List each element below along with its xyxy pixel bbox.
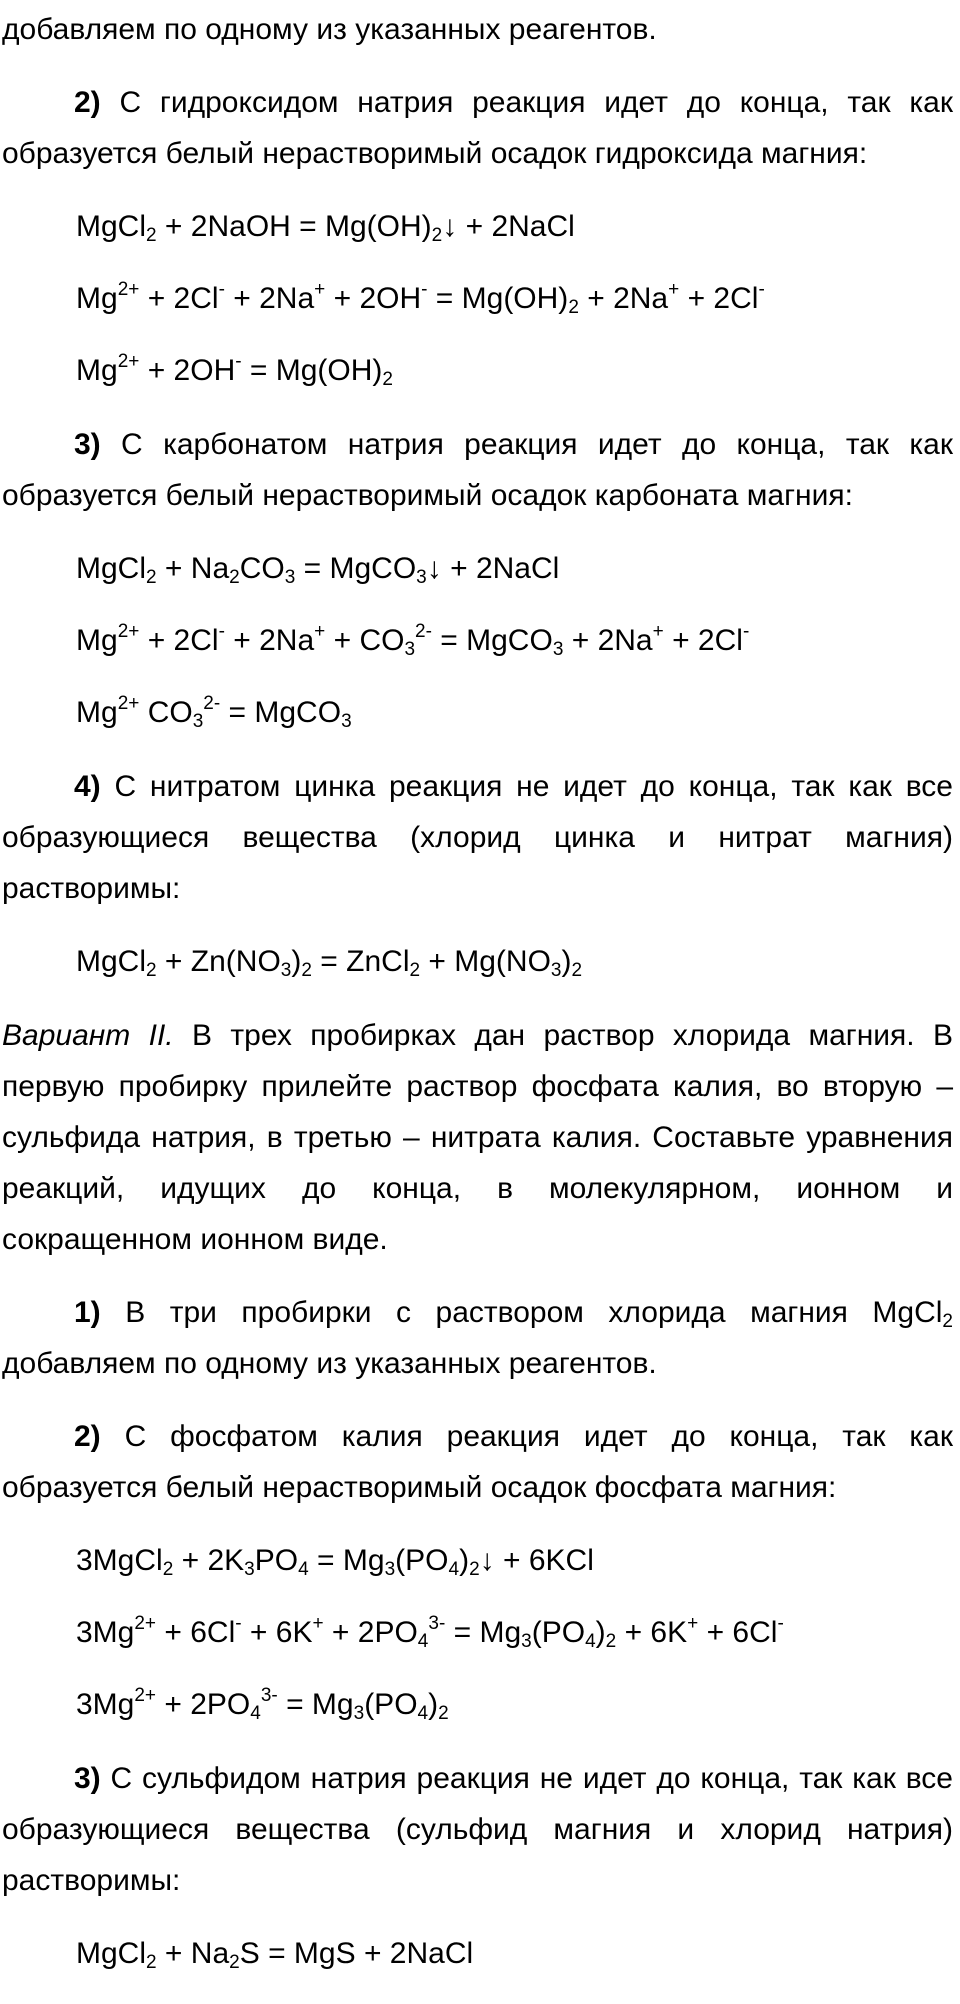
subscript: 2 <box>431 225 443 246</box>
formula-text: + Na <box>156 1937 230 1970</box>
formula-text: Mg <box>76 282 118 315</box>
formula-text: + 6K <box>241 1616 313 1649</box>
superscript: 2+ <box>117 279 140 300</box>
formula-text: + 2NaOH = Mg(OH) <box>156 210 432 243</box>
subscript: 3 <box>244 1559 255 1580</box>
formula-text: + Na <box>156 552 230 585</box>
paragraph-naoh-reaction <box>2 77 953 179</box>
formula-text: S = MgS + 2NaCl <box>239 1937 474 1970</box>
superscript: - <box>218 621 225 642</box>
superscript: - <box>421 279 428 300</box>
paragraph-three-tubes <box>2 1287 953 1389</box>
superscript: 2+ <box>117 693 140 714</box>
subscript: 3 <box>404 639 416 660</box>
paragraph-text: В трех пробирках дан раствор хлорида магния. В первую пробирку прилейте раствор фосфата калия, во вторую – сульфида натрия, в третью – нитрата калия. Составьте уравнения реакций, идущих до конца, в молекулярном, ионном и сокращенном ионном виде. <box>2 1019 953 1256</box>
formula-text: + 2Na <box>563 624 653 657</box>
subscript: 2 <box>409 960 421 981</box>
formula-text: MgCl <box>76 1937 147 1970</box>
formula-text: ) <box>595 1616 606 1649</box>
paragraph-variant-2-task <box>2 1010 953 1265</box>
equation-naoh-2 <box>2 263 953 335</box>
formula-text: (PO <box>395 1544 449 1577</box>
superscript: 3- <box>260 1685 278 1706</box>
paragraph-intro-continuation <box>2 4 953 55</box>
formula-text: + 2K <box>173 1544 245 1577</box>
subscript: 2 <box>571 960 583 981</box>
superscript: 2+ <box>117 351 140 372</box>
formula-text: ) <box>561 945 572 978</box>
formula-text: + 2Cl <box>679 282 759 315</box>
superscript: + <box>314 279 326 300</box>
formula-text: CO <box>239 552 285 585</box>
paragraph-text: С нитратом цинка реакция не идет до конца, так как все образующиеся вещества (хлорид цинка и нитрат магния) растворимы: <box>2 770 953 905</box>
superscript: 2+ <box>134 1685 157 1706</box>
formula-text: ↓ + 6KCl <box>479 1544 594 1577</box>
superscript: - <box>777 1613 784 1634</box>
subscript: 2 <box>382 369 393 390</box>
formula-text: = MgCO <box>220 696 342 729</box>
paragraph-k3po4-reaction <box>2 1411 953 1513</box>
formula-text: + 2OH <box>325 282 422 315</box>
formula-text: = Mg <box>277 1688 354 1721</box>
subscript: 2 <box>942 1311 953 1332</box>
formula-text: ) <box>291 945 302 978</box>
equation-na2s-1 <box>2 1918 953 1990</box>
formula-text: CO <box>139 696 193 729</box>
subscript: 3 <box>550 960 562 981</box>
formula-text: Mg <box>76 354 118 387</box>
superscript: + <box>652 621 664 642</box>
document-page <box>0 4 960 2004</box>
subscript: 2 <box>301 960 312 981</box>
subscript: 3 <box>552 639 564 660</box>
paragraph-na2co3-reaction <box>2 419 953 521</box>
formula-text: + 2Na <box>578 282 669 315</box>
equations-na2s <box>2 1918 953 1990</box>
superscript: 2- <box>203 693 221 714</box>
subscript: 4 <box>448 1559 460 1580</box>
formula-text: + 2Na <box>224 624 315 657</box>
subscript: 2 <box>146 1952 157 1973</box>
superscript: 2+ <box>134 1613 157 1634</box>
subscript: 2 <box>146 225 157 246</box>
paragraph-text: С гидроксидом натрия реакция идет до конца, так как образуется белый нерастворимый осадок гидроксида магния: <box>2 86 953 170</box>
equations-k3po4 <box>2 1525 953 1741</box>
formula-text: + 2Cl <box>139 624 219 657</box>
subscript: 4 <box>250 1703 261 1724</box>
formula-text: + 6K <box>616 1616 688 1649</box>
superscript: - <box>235 351 242 372</box>
equation-na2co3-2 <box>2 605 953 677</box>
formula-text: MgCl <box>76 552 147 585</box>
formula-text: + CO <box>325 624 405 657</box>
formula-text: = MgCO <box>431 624 553 657</box>
subscript: 2 <box>438 1703 449 1724</box>
formula-text: = Mg(OH) <box>427 282 569 315</box>
formula-text: + 2PO <box>323 1616 418 1649</box>
formula-text: + 2Na <box>224 282 315 315</box>
formula-text: MgCl <box>76 945 147 978</box>
subscript: 2 <box>146 567 157 588</box>
item-number: 2) <box>74 1420 101 1453</box>
formula-text: + 6Cl <box>698 1616 778 1649</box>
subscript: 2 <box>162 1559 174 1580</box>
equations-zn-nitrate <box>2 926 953 998</box>
formula-text: + 2OH <box>139 354 236 387</box>
superscript: - <box>742 621 750 642</box>
formula-text: = Mg <box>308 1544 385 1577</box>
superscript: - <box>758 279 765 300</box>
equation-na2co3-1 <box>2 533 953 605</box>
superscript: + <box>314 621 326 642</box>
subscript: 3 <box>353 1703 365 1724</box>
equation-naoh-3 <box>2 335 953 407</box>
subscript: 3 <box>192 711 204 732</box>
item-number: 4) <box>74 770 101 803</box>
superscript: 2- <box>415 621 432 642</box>
subscript: 3 <box>280 960 292 981</box>
formula-text: ) <box>428 1688 439 1721</box>
subscript: 2 <box>469 1559 480 1580</box>
superscript: - <box>218 279 225 300</box>
paragraph-text: С фосфатом калия реакция идет до конца, так как образуется белый нерастворимый осадок фосфата магния: <box>2 1420 953 1504</box>
subscript: 3 <box>284 567 296 588</box>
item-number: 2) <box>74 86 101 119</box>
formula-text: + 2Cl <box>663 624 743 657</box>
formula-text: 3Mg <box>76 1616 135 1649</box>
formula-text: = ZnCl <box>311 945 410 978</box>
subscript: 3 <box>416 567 427 588</box>
superscript: 3- <box>428 1613 446 1634</box>
equation-zn-1 <box>2 926 953 998</box>
subscript: 2 <box>229 1952 240 1973</box>
superscript: + <box>312 1613 324 1634</box>
formula-text: 3Mg <box>76 1688 135 1721</box>
paragraph-na2s-reaction <box>2 1753 953 1906</box>
paragraph-zn-nitrate-reaction <box>2 761 953 914</box>
equations-naoh <box>2 191 953 407</box>
formula-text: + 2Cl <box>139 282 219 315</box>
formula-text: + Mg(NO <box>420 945 551 978</box>
paragraph-text-cont: добавляем по одному из указанных реагентов. <box>2 1347 657 1380</box>
formula-text: = Mg <box>445 1616 522 1649</box>
subscript: 2 <box>146 960 157 981</box>
formula-text: ↓ + 2NaCl <box>426 552 560 585</box>
item-number: 3) <box>74 1762 101 1795</box>
superscript: - <box>235 1613 242 1634</box>
formula-text: + Zn(NO <box>156 945 281 978</box>
equation-k3po4-1 <box>2 1525 953 1597</box>
subscript: 3 <box>521 1631 532 1652</box>
subscript: 2 <box>229 567 240 588</box>
subscript: 4 <box>585 1631 596 1652</box>
equations-na2co3 <box>2 533 953 749</box>
formula-text: Mg <box>76 696 118 729</box>
superscript: 2+ <box>117 621 140 642</box>
formula-text: = Mg(OH) <box>241 354 383 387</box>
formula-text: = MgCO <box>295 552 417 585</box>
formula-text: + 6Cl <box>156 1616 236 1649</box>
formula-text: ↓ + 2NaCl <box>442 210 575 243</box>
formula-text: 3MgCl <box>76 1544 163 1577</box>
formula-text: (PO <box>364 1688 418 1721</box>
paragraph-text: В три пробирки с раствором хлорида магния MgCl <box>100 1296 943 1329</box>
equation-k3po4-3 <box>2 1669 953 1741</box>
subscript: 4 <box>298 1559 309 1580</box>
paragraph-text: С сульфидом натрия реакция не идет до конца, так как все образующиеся вещества (сульфид магния и хлорид натрия) растворимы: <box>2 1762 953 1897</box>
equation-naoh-1 <box>2 191 953 263</box>
formula-text: MgCl <box>76 210 147 243</box>
formula-text: (PO <box>531 1616 586 1649</box>
superscript: + <box>668 279 680 300</box>
formula-text: + 2PO <box>156 1688 251 1721</box>
formula-text: ) <box>459 1544 470 1577</box>
subscript: 4 <box>417 1631 429 1652</box>
item-number: 1) <box>74 1296 101 1329</box>
subscript: 2 <box>568 297 579 318</box>
paragraph-text: С карбонатом натрия реакция идет до конца, так как образуется белый нерастворимый осадок карбоната магния: <box>2 428 953 512</box>
formula-text: Mg <box>76 624 118 657</box>
subscript: 3 <box>384 1559 396 1580</box>
paragraph-text: добавляем по одному из указанных реагентов. <box>2 13 657 46</box>
subscript: 2 <box>605 1631 617 1652</box>
equation-na2co3-3 <box>2 677 953 749</box>
variant-label: Вариант II. <box>2 1019 174 1052</box>
subscript: 3 <box>341 711 352 732</box>
item-number: 3) <box>74 428 101 461</box>
equation-k3po4-2 <box>2 1597 953 1669</box>
superscript: + <box>687 1613 699 1634</box>
subscript: 4 <box>417 1703 429 1724</box>
formula-text: PO <box>254 1544 299 1577</box>
